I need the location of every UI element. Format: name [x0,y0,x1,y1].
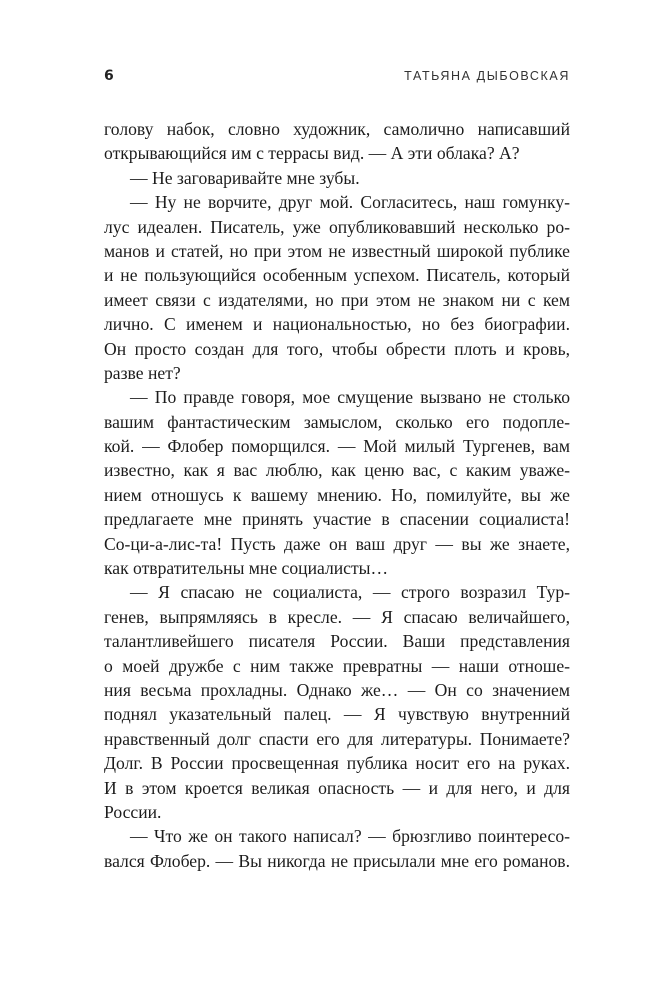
body-text [104,117,570,873]
text-line: поднял указательный палец. — Я чувствую внутренний [104,704,570,725]
text-line: манов и статей, но при этом не известный широкой публике [104,240,570,261]
text-line: Со-ци-а-лис-та! Пусть даже он ваш друг — вы же знаете, [104,533,570,554]
text-line: — Ну не ворчите, друг мой. Согласитесь, наш гомунку- [130,192,570,213]
text-line: — Я спасаю не социалиста, — строго возразил Тур- [130,582,570,603]
text-line: о моей дружбе с ним также превратны — наши отноше- [104,655,570,676]
text-line: лус идеален. Писатель, уже опубликовавший несколько ро- [104,216,570,237]
text-line: России. [104,801,162,822]
running-title-author: ТАТЬЯНА ДЫБОВСКАЯ [404,69,570,83]
text-line: вашим фантастическим замыслом, сколько его подопле- [104,411,570,432]
text-line: как отвратительны мне социалисты… [104,558,389,579]
text-line: — Не заговаривайте мне зубы. [130,167,360,188]
text-line: лично. С именем и национальностью, но без биографии. [104,314,570,335]
text-line: голову набок, словно художник, самолично написавший [104,119,570,139]
page-number: 6 [104,68,114,84]
text-line: ния весьма прохладны. Однако же… — Он со значением [104,679,570,700]
text-line: генев, выпрямляясь в кресле. — Я спасаю величайшего, [104,606,570,627]
text-line: имеет связи с издателями, но при этом не знаком ни с кем [104,289,570,310]
text-line: и не пользующийся особенным успехом. Писатель, который [104,265,570,286]
text-line: вался Флобер. — Вы никогда не присылали мне его романов. [104,850,570,871]
text-line: нием отношусь к вашему мнению. Но, помилуйте, вы же [104,484,570,505]
text-line: разве нет? [104,362,181,383]
text-line: кой. — Флобер поморщился. — Мой милый Тургенев, вам [104,436,570,457]
text-line: известно, как я вас люблю, как ценю вас, с каким уваже- [104,460,570,481]
text-line: талантливейшего писателя России. Ваши представления [104,631,570,652]
running-head [104,68,570,92]
text-line: — Что же он такого написал? — брюзгливо поинтересо- [130,826,570,847]
text-line: Он просто создан для того, чтобы обрести плоть и кровь, [104,338,570,359]
text-line: нравственный долг спасти его для литературы. Понимаете? [104,728,570,749]
text-line: И в этом кроется великая опасность — и для него, и для [104,777,570,798]
text-line: открывающийся им с террасы вид. — А эти облака? А? [104,143,520,164]
text-line: предлагаете мне принять участие в спасении социалиста! [104,509,570,530]
text-line: Долг. В России просвещенная публика носит его на руках. [104,753,570,774]
text-line: — По правде говоря, мое смущение вызвано не столько [130,387,570,408]
